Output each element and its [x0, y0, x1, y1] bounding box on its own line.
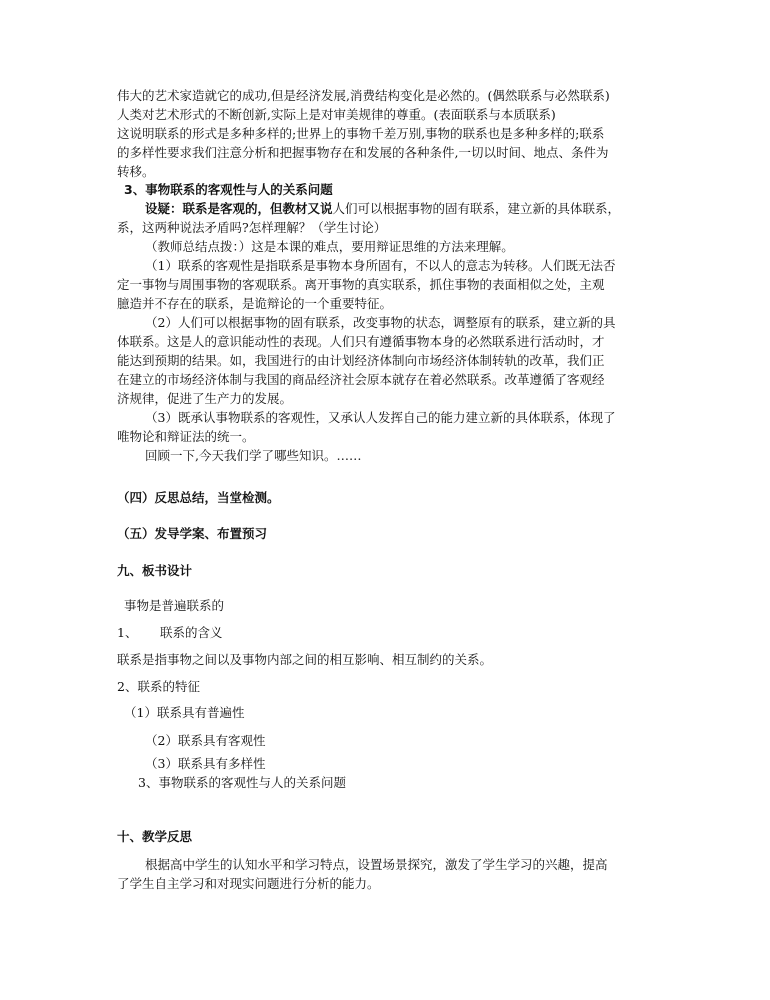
point-1-line-2: 定一事物与周围事物的客观联系。离开事物的真实联系，抓住事物的表面相似之处，主观 [117, 277, 605, 292]
board-feature-1: （1）联系具有普遍性 [124, 705, 245, 720]
body-line-3: 这说明联系的形式是多种多样的;世界上的事物千差万别,事物的联系也是多种多样的;联系 [117, 126, 605, 141]
question-line-2: 系，这两种说法矛盾吗?怎样理解？（学生讨论） [117, 220, 387, 235]
point-2-line-5: 济规律，促进了生产力的发展。 [117, 391, 293, 406]
point-1-line-1: （1）联系的客观性是指联系是事物本身所固有，不以人的意志为转移。人们既无法否 [145, 258, 616, 273]
reflection-line-1: 根据高中学生的认知水平和学习特点，设置场景探究，激发了学生学习的兴趣，提高 [145, 857, 608, 872]
question-line-1 [145, 201, 620, 217]
point-3-line-2: 唯物论和辩证法的统一。 [117, 429, 255, 444]
point-1-line-3: 臆造并不存在的联系，是诡辩论的一个重要特征。 [117, 296, 393, 311]
board-item-1-text: 联系的含义 [160, 625, 223, 640]
board-item-1-number: 1、 [117, 625, 138, 640]
body-line-1: 伟大的艺术家造就它的成功,但是经济发展,消费结构变化是必然的。(偶然联系与必然联系) [117, 88, 610, 103]
question-rest: 人们可以根据事物的固有联系，建立新的具体联系， [332, 201, 621, 216]
teacher-summary: （教师总结点拨：）这是本课的难点，要用辩证思维的方法来理解。 [145, 239, 514, 254]
section-nine-heading: 九、板书设计 [117, 563, 193, 578]
body-line-4: 的多样性要求我们注意分析和把握事物存在和发展的各种条件,一切以时间、地点、条件为 [117, 145, 609, 160]
board-feature-2: （2）联系具有客观性 [145, 733, 266, 748]
board-title: 事物是普遍联系的 [124, 598, 225, 613]
body-line-2: 人类对艺术形式的不断创新,实际上是对审美规律的尊重。(表面联系与本质联系) [117, 107, 556, 122]
reflection-line-2: 了学生自主学习和对现实问题进行分析的能力。 [117, 876, 380, 891]
review-line: 回顾一下,今天我们学了哪些知识。…… [145, 448, 362, 463]
point-2-line-1: （2）人们可以根据事物的固有联系，改变事物的状态，调整原有的联系，建立新的具 [145, 315, 616, 330]
board-item-2: 2、联系的特征 [117, 679, 200, 694]
section-ten-heading: 十、教学反思 [117, 829, 193, 844]
question-bold: 设疑：联系是客观的，但教材又说 [145, 201, 333, 216]
point-3-line-1: （3）既承认事物联系的客观性，又承认人发挥自己的能力建立新的具体联系，体现了 [145, 410, 616, 425]
board-feature-3: （3）联系具有多样性 [145, 756, 266, 771]
body-line-5: 转移。 [117, 164, 155, 179]
point-2-line-3: 能达到预期的结果。如，我国进行的由计划经济体制向市场经济体制转轨的改革，我们正 [117, 353, 605, 368]
point-2-line-4: 在建立的市场经济体制与我国的商品经济社会原本就存在着必然联系。改革遵循了客观经 [117, 372, 605, 387]
section-five-heading: （五）发导学案、布置预习 [117, 526, 268, 541]
board-item-3: 3、事物联系的客观性与人的关系问题 [138, 775, 346, 790]
section-four-heading: （四）反思总结，当堂检测。 [117, 490, 280, 505]
board-definition: 联系是指事物之间以及事物内部之间的相互影响、相互制约的关系。 [117, 652, 493, 667]
section-3-heading: 3、事物联系的客观性与人的关系问题 [124, 182, 333, 197]
point-2-line-2: 体联系。这是人的意识能动性的表现。人们只有遵循事物本身的必然联系进行活动时，才 [117, 334, 605, 349]
